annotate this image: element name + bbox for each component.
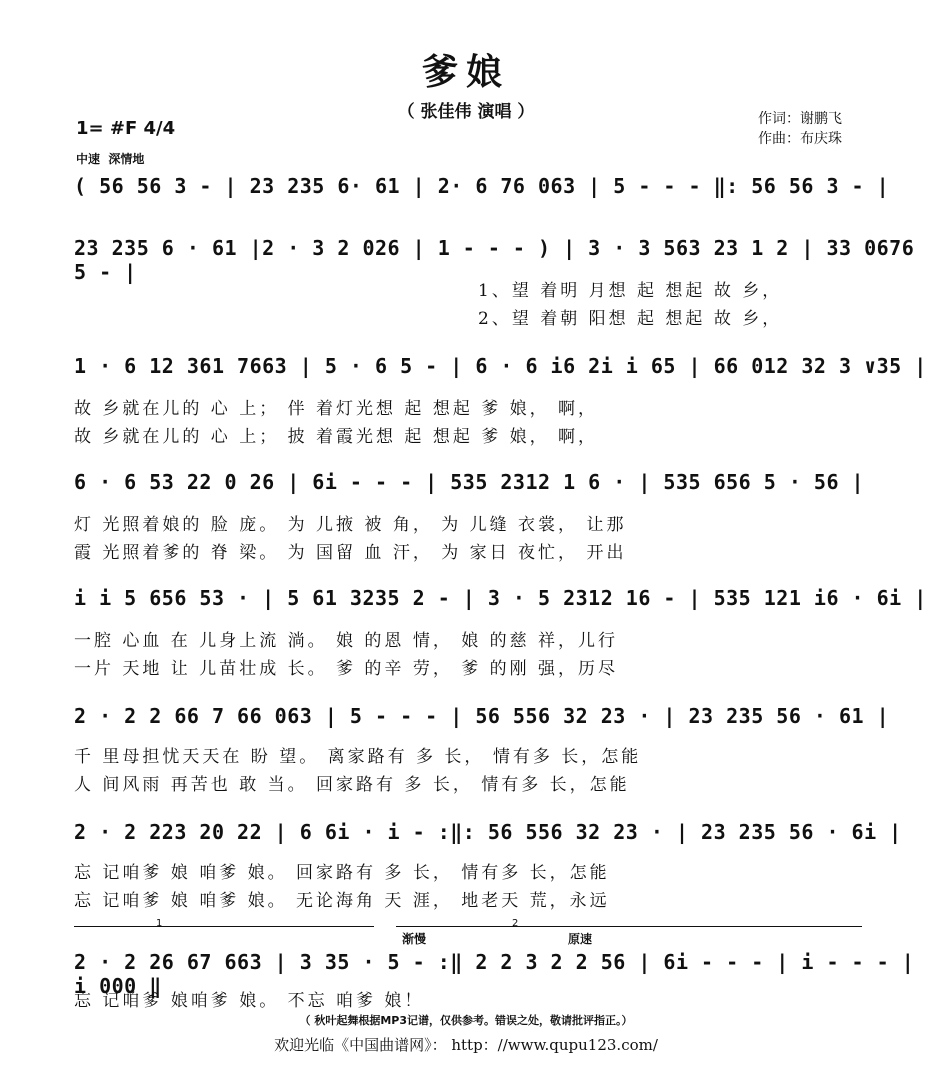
notation-line: i i 5 656 53 · | 5 61 3235 2 - | 3 · 5 2312 16 - | 535 121 i6 · 6i | xyxy=(74,586,927,610)
lyric-verse-1: 一腔 心血 在 儿身上流 淌。 娘 的恩 情， 娘 的慈 祥，儿行 xyxy=(74,631,619,651)
lyric-verse-2: 忘 记咱爹 娘 咱爹 娘。 无论海角 天 涯， 地老天 荒，永远 xyxy=(74,891,610,911)
volta-number-1: 1 xyxy=(156,918,163,929)
notation-line: 2 · 2 2 66 7 66 063 | 5 - - - | 56 556 32 23 · | 23 235 56 · 61 | xyxy=(74,704,890,728)
ritardando-mark: 渐慢 xyxy=(402,932,427,946)
lyric-verse-2: 一片 天地 让 儿苗壮成 长。 爹 的辛 劳， 爹 的刚 强，历尽 xyxy=(74,659,619,679)
a-tempo-mark: 原速 xyxy=(568,932,593,946)
transcription-note: （ 秋叶起舞根据MP3记谱，仅供参考。错误之处，敬请批评指正。） xyxy=(299,1014,633,1027)
notation-line: 6 · 6 53 22 0 26 | 6i - - - | 535 2312 1 6 · | 535 656 5 · 56 | xyxy=(74,470,865,494)
lyric-verse-1: 故 乡就在儿的 心 上； 伴 着灯光想 起 想起 爹 娘， 啊， xyxy=(74,399,599,419)
lyricist-credit: 作词：谢鹏飞 xyxy=(758,111,842,127)
notation-line: ( 56 56 3 - | 23 235 6· 61 | 2· 6 76 063 | 5 - - - ‖: 56 56 3 - | xyxy=(74,174,890,198)
song-title: 爹娘 xyxy=(421,52,510,93)
lyric-verse-2: 人 间风雨 再苦也 敢 当。 回家路有 多 长， 情有多 长，怎能 xyxy=(74,775,630,795)
notation-line: 2 · 2 26 67 663 | 3 35 · 5 - :‖ 2 2 3 2 2 56 | 6i - - - | i - - - | i 000 ‖ xyxy=(74,950,915,998)
volta-bracket-1 xyxy=(74,926,374,927)
lyric-verse-2: 故 乡就在儿的 心 上； 披 着霞光想 起 想起 爹 娘， 啊， xyxy=(74,427,599,447)
volta-number-2: 2 xyxy=(512,918,519,929)
lyric-verse-1: 忘 记咱爹 娘 咱爹 娘。 回家路有 多 长， 情有多 长，怎能 xyxy=(74,863,610,883)
tempo-expression: 中速 深情地 xyxy=(76,152,145,166)
lyric-verse-1: 1、望 着明 月想 起 想起 故 乡， xyxy=(478,281,783,301)
site-footer: 欢迎光临《中国曲谱网》： http：//www.qupu123.com/ xyxy=(274,1036,658,1054)
notation-line: 1 · 6 12 361 7663 | 5 · 6 5 - | 6 · 6 i6 2i i 65 | 66 012 32 3 ∨35 | xyxy=(74,354,927,378)
notation-line: 2 · 2 223 20 22 | 6 6i · i - :‖: 56 556 32 23 · | 23 235 56 · 6i | xyxy=(74,820,902,844)
lyric-verse-1: 千 里母担忧天天在 盼 望。 离家路有 多 长， 情有多 长，怎能 xyxy=(74,747,642,767)
key-signature: 1= #F 4/4 xyxy=(76,118,176,139)
lyric-verse-2: 2、望 着朝 阳想 起 想起 故 乡， xyxy=(478,309,783,329)
composer-credit: 作曲：布庆珠 xyxy=(758,131,842,147)
volta-bracket-2 xyxy=(396,926,862,927)
singer-credit: （ 张佳伟 演唱 ） xyxy=(397,102,535,122)
lyric-verse-1: 灯 光照着娘的 脸 庞。 为 儿掖 被 角， 为 儿缝 衣裳， 让那 xyxy=(74,515,627,535)
lyric-verse-2: 霞 光照着爹的 脊 梁。 为 国留 血 汗， 为 家日 夜忙， 开出 xyxy=(74,543,627,563)
notation-line: 23 235 6 · 61 |2 · 3 2 026 | 1 - - - ) | 3 · 3 563 23 1 2 | 33 0676 5 - | xyxy=(74,236,915,284)
lyric-verse-1: 忘 记咱爹 娘咱爹 娘。 不忘 咱爹 娘！ xyxy=(74,991,425,1011)
